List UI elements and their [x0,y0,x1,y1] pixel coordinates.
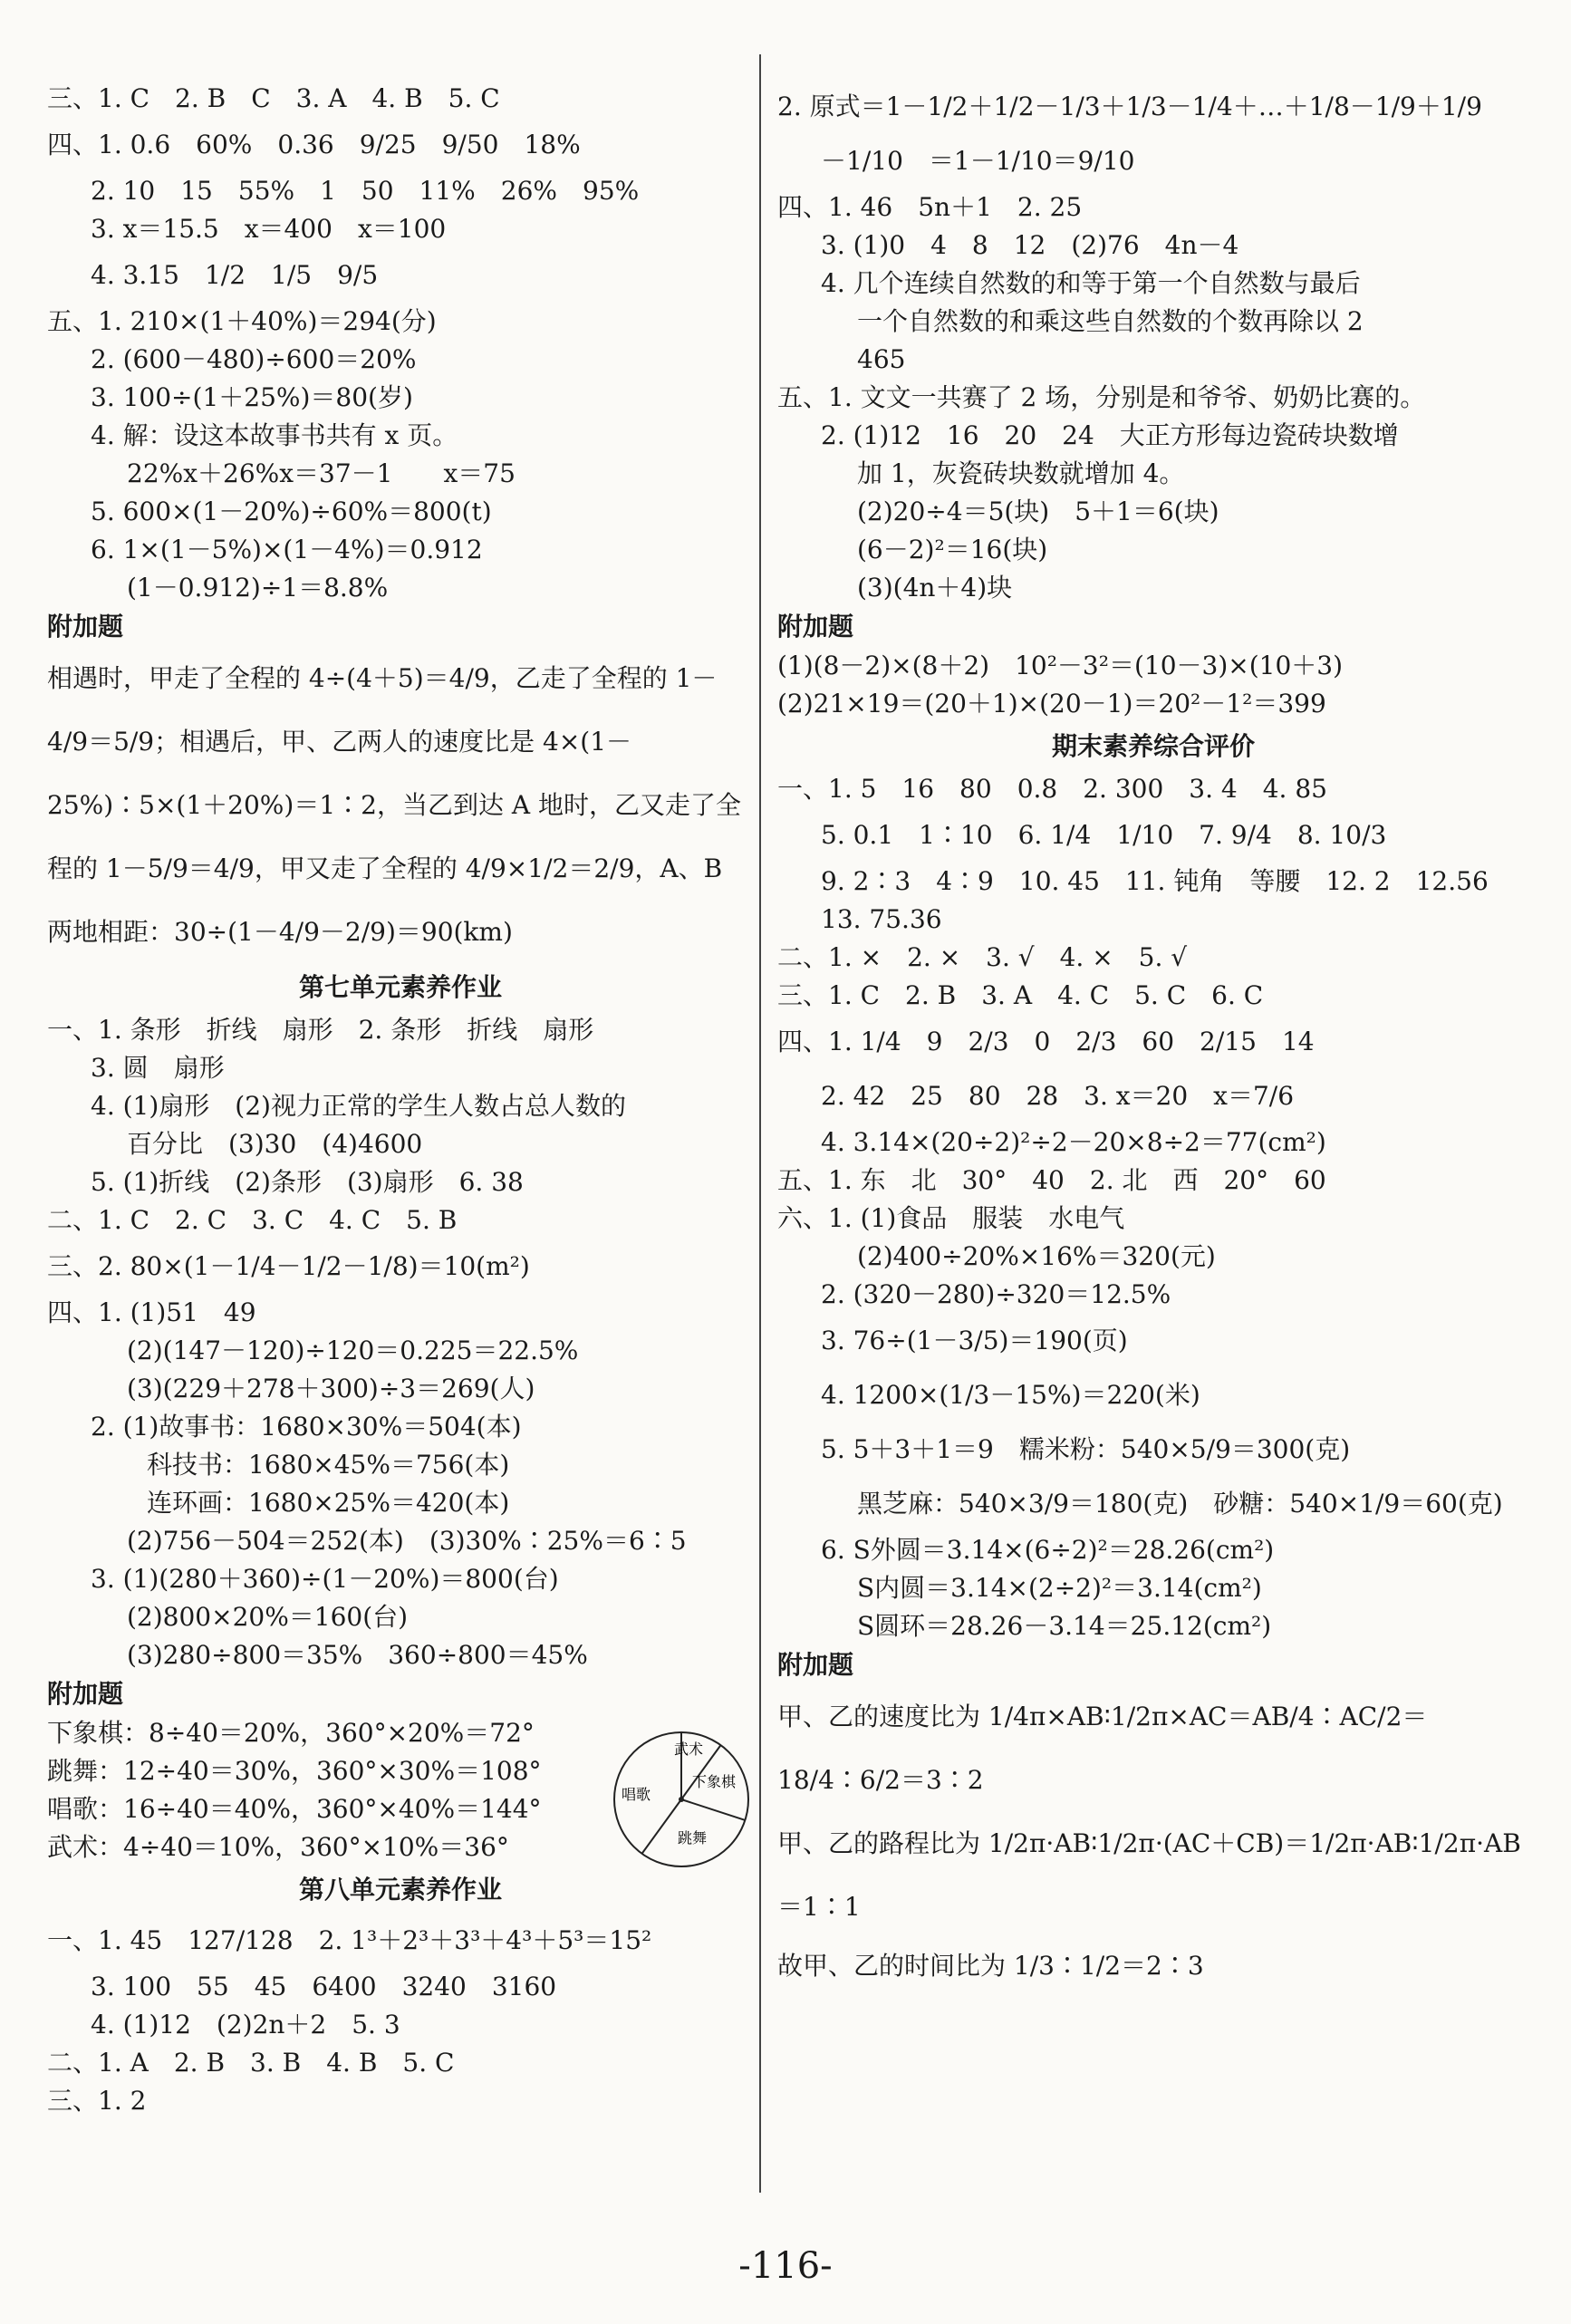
answer-line: 2. 42 25 80 28 3. x＝20 x＝7/6 [821,1081,1295,1111]
pie-slice-line [681,1799,745,1820]
answer-line: (1)(8－2)×(8＋2) 10²－3²＝(10－3)×(10＋3) [777,651,1344,680]
answer-line: 五、1. 东 北 30° 40 2. 北 西 20° 60 [777,1165,1326,1195]
answer-line: 一、1. 5 16 80 0.8 2. 300 3. 4 4. 85 [777,774,1327,804]
answer-line: 2. (1)12 16 20 24 大正方形每边瓷砖块数增 [821,420,1399,450]
answer-line: 二、1. A 2. B 3. B 4. B 5. C [47,2048,455,2078]
answer-line: 13. 75.36 [821,904,942,934]
answer-line: 5. 5＋3＋1＝9 糯米粉：540×5/9＝300(克) [821,1434,1351,1464]
answer-line: 2. (1)故事书：1680×30%＝504(本) [91,1412,522,1442]
bonus-paragraph: 甲、乙的速度比为 1/4π×AB∶1/2π×AC＝AB/4∶AC/2＝18/4∶6/2＝3∶2 [777,1702,1428,1795]
answer-line: 3. (1)0 4 8 12 (2)76 4n－4 [821,230,1239,260]
answer-line: 6. S外圆＝3.14×(6÷2)²＝28.26(cm²) [821,1535,1275,1565]
answer-line: (2)20÷4＝5(块) 5＋1＝6(块) [857,497,1219,526]
answer-line: 3. 100÷(1＋25%)＝80(岁) [91,382,413,412]
page-number: -116- [738,2245,833,2287]
answer-line: (2)400÷20%×16%＝320(元) [857,1241,1216,1271]
answer-line: (2)756－504＝252(本) (3)30%∶25%＝6∶5 [127,1526,687,1556]
answer-line: 2. 原式＝1－1/2＋1/2－1/3＋1/3－1/4＋…＋1/8－1/9＋1/9 [777,92,1482,121]
answer-line: 故甲、乙的时间比为 1/3∶1/2＝2∶3 [777,1951,1204,1981]
answer-line: 3. 100 55 45 6400 3240 3160 [91,1972,557,2001]
column-divider [759,54,761,2193]
pie-label-changge: 唱歌 [622,1786,651,1803]
bonus-heading: 附加题 [777,1650,854,1680]
answer-line: 六、1. (1)食品 服装 水电气 [777,1203,1125,1233]
answer-line: 3. x＝15.5 x＝400 x＝100 [91,214,447,244]
answer-line: 9. 2∶3 4∶9 10. 45 11. 钝角 等腰 12. 2 12.56 [821,866,1489,896]
bonus-paragraph: 甲、乙的路程比为 1/2π·AB∶1/2π·(AC＋CB)＝1/2π·AB∶1/2π·AB＝1∶1 [777,1828,1521,1922]
answer-line: 四、1. 46 5n＋1 2. 25 [777,192,1083,222]
answer-line: 武术：4÷40＝10%，360°×10%＝36° [47,1832,509,1862]
answer-line: 下象棋：8÷40＝20%，360°×20%＝72° [47,1718,535,1748]
answer-line: (2)(147－120)÷120＝0.225＝22.5% [127,1336,579,1365]
answer-line: 黑芝麻：540×3/9＝180(克) 砂糖：540×1/9＝60(克) [857,1489,1503,1519]
pie-label-xiangqi: 下象棋 [692,1773,737,1790]
pie-label-wushu: 武术 [674,1741,704,1758]
answer-line: 一个自然数的和乘这些自然数的个数再除以 2 [857,306,1364,336]
answer-line: (3)(4n＋4)块 [857,573,1013,603]
answer-line: 5. (1)折线 (2)条形 (3)扇形 6. 38 [91,1167,524,1197]
right-column [777,80,1529,1993]
answer-line: 4. 3.15 1/2 1/5 9/5 [91,260,379,290]
bonus-heading: 附加题 [777,612,854,641]
answer-line: 三、1. C 2. B 3. A 4. C 5. C 6. C [777,980,1264,1010]
answer-line: 三、1. C 2. B C 3. A 4. B 5. C [47,83,500,113]
answer-line: 3. (1)(280＋360)÷(1－20%)＝800(台) [91,1564,559,1594]
answer-line: 跳舞：12÷40＝30%，360°×30%＝108° [47,1756,542,1786]
answer-line: 5. 600×(1－20%)÷60%＝800(t) [91,497,492,526]
answer-line: 6. 1×(1－5%)×(1－4%)＝0.912 [91,535,483,564]
answer-line: 4. 1200×(1/3－15%)＝220(米) [821,1380,1200,1410]
bonus-paragraph: 相遇时，甲走了全程的 4÷(4＋5)＝4/9，乙走了全程的 1－4/9＝5/9；相遇后，甲、乙两人的速度比是 4×(1－25%)∶5×(1＋20%)＝1∶2，当乙到达 A 地时，乙又走了全程的 1－5/9＝4/9，甲又走了全程的 4/9×1/2＝2/9，A、B 两地相距：30÷(1－4/9－2/9)＝90(km) [47,663,741,947]
answer-line: 2. (600－480)÷600＝20% [91,344,417,374]
answer-line: 465 [857,344,906,374]
pie-label-tiaowu: 跳舞 [678,1829,708,1847]
answer-line: 四、1. 0.6 60% 0.36 9/25 9/50 18% [47,130,581,159]
answer-line: 三、1. 2 [47,2086,147,2116]
section-title-unit-8: 第八单元素养作业 [298,1875,502,1905]
answer-line: (3)280÷800＝35% 360÷800＝45% [127,1640,588,1670]
section-title-unit-7: 第七单元素养作业 [298,972,502,1002]
answer-line: 4. (1)扇形 (2)视力正常的学生人数占总人数的 [91,1091,626,1121]
answer-line: 五、1. 210×(1＋40%)＝294(分) [47,306,437,336]
answer-line: 2. (320－280)÷320＝12.5% [821,1279,1171,1309]
answer-line: 一、1. 条形 折线 扇形 2. 条形 折线 扇形 [47,1015,594,1045]
answer-line: 二、1. C 2. C 3. C 4. C 5. B [47,1205,458,1235]
answer-line: (3)(229＋278＋300)÷3＝269(人) [127,1374,535,1403]
answer-line: (2)21×19＝(20＋1)×(20－1)＝20²－1²＝399 [777,689,1326,718]
answer-line: 4. 3.14×(20÷2)²÷2－20×8÷2＝77(cm²) [821,1127,1326,1157]
answer-line: S圆环＝28.26－3.14＝25.12(cm²) [857,1611,1272,1641]
answer-line: S内圆＝3.14×(2÷2)²＝3.14(cm²) [857,1573,1262,1603]
answer-line: 一、1. 45 127/128 2. 1³＋2³＋3³＋4³＋5³＝15² [47,1925,652,1955]
pie-chart-figure [609,1727,754,1872]
pie-slice-line [642,1799,682,1854]
bonus-heading: 附加题 [47,612,124,641]
answer-line: 3. 76÷(1－3/5)＝190(页) [821,1326,1128,1355]
answer-line: 百分比 (3)30 (4)4600 [127,1129,423,1159]
answer-line: 4. (1)12 (2)2n＋2 5. 3 [91,2010,400,2040]
answer-line: (6－2)²＝16(块) [857,535,1048,564]
answer-line: 四、1. (1)51 49 [47,1297,256,1327]
answer-line: 3. 圆 扇形 [91,1053,225,1083]
answer-line: 连环画：1680×25%＝420(本) [147,1488,510,1518]
answer-line: 22%x＋26%x＝37－1 x＝75 [127,458,516,488]
answer-line: 五、1. 文文一共赛了 2 场，分别是和爷爷、奶奶比赛的。 [777,382,1426,412]
answer-line: 四、1. 1/4 9 2/3 0 2/3 60 2/15 14 [777,1027,1315,1056]
answer-line: 二、1. × 2. × 3. √ 4. × 5. √ [777,942,1188,972]
answer-line: (2)800×20%＝160(台) [127,1602,409,1632]
answer-line: (1－0.912)÷1＝8.8% [127,573,389,603]
bonus-heading: 附加题 [47,1679,124,1709]
answer-line: 4. 几个连续自然数的和等于第一个自然数与最后 [821,268,1361,298]
answer-line: 加 1，灰瓷砖块数就增加 4。 [857,458,1185,488]
answer-line: 科技书：1680×45%＝756(本) [147,1450,510,1480]
answer-line: 5. 0.1 1∶10 6. 1/4 1/10 7. 9/4 8. 10/3 [821,820,1387,850]
answer-line: －1/10 ＝1－1/10＝9/10 [821,146,1135,176]
section-title-final-review: 期末素养综合评价 [1051,731,1255,761]
answer-line: 2. 10 15 55% 1 50 11% 26% 95% [91,176,640,206]
answer-line: 4. 解：设这本故事书共有 x 页。 [91,420,458,450]
answer-line: 三、2. 80×(1－1/4－1/2－1/8)＝10(m²) [47,1251,530,1281]
pie-center-dot [679,1797,684,1802]
answer-line: 唱歌：16÷40＝40%，360°×40%＝144° [47,1794,542,1824]
